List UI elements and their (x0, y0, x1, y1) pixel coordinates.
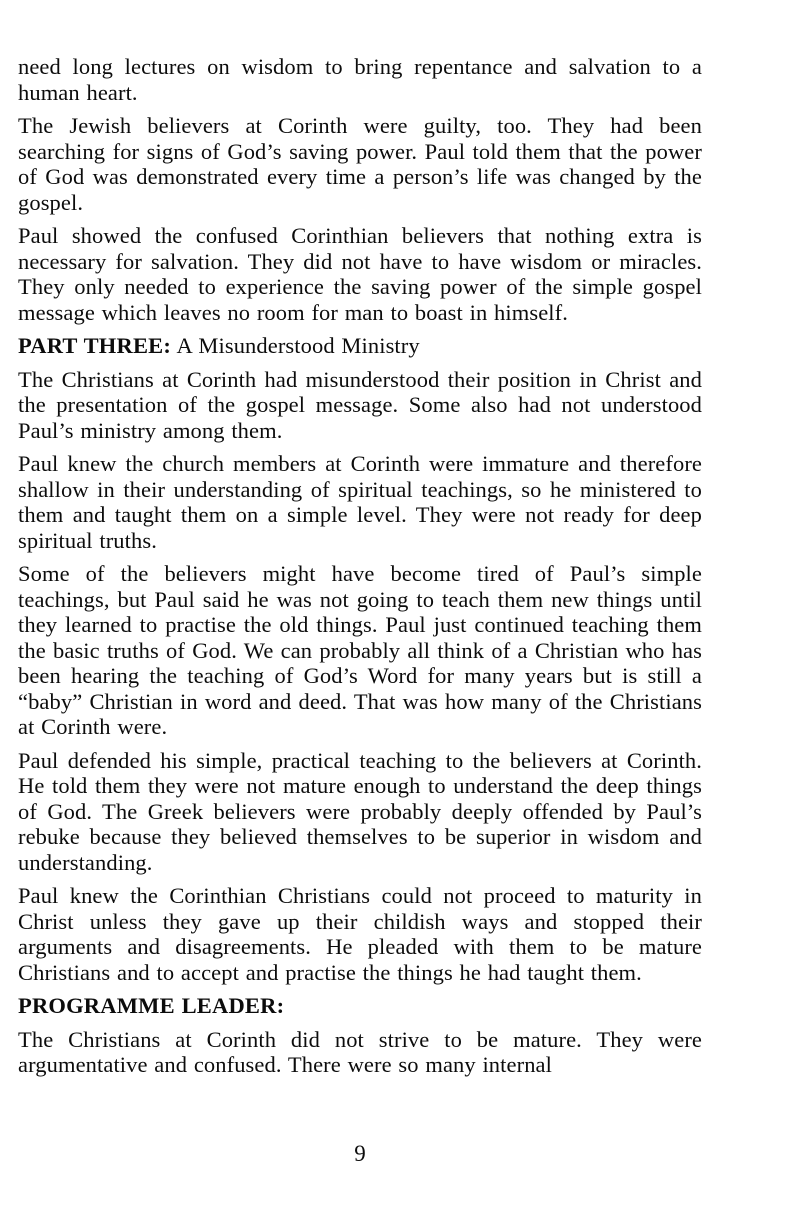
paragraph: The Christians at Corinth had misunderstood their position in Christ and the presentation of the gospel message. Some also had not understood Paul’s ministry among them. (18, 366, 702, 443)
heading-lead: PART THREE: (18, 333, 172, 358)
page-number: 9 (354, 1141, 366, 1166)
part-three-heading (18, 333, 702, 359)
paragraph: Paul knew the church members at Corinth were immature and therefore shallow in their understanding of spiritual teachings, so he ministered to them and taught them on a simple level. They were not ready for deep spiritual truths. (18, 451, 702, 553)
paragraph: need long lectures on wisdom to bring repentance and salvation to a human heart. (18, 54, 702, 105)
heading-lead: PROGRAMME LEADER: (18, 993, 285, 1018)
paragraph: Paul defended his simple, practical teaching to the believers at Corinth. He told them they were not mature enough to understand the deep things of God. The Greek believers were probably deeply offended by Paul’s rebuke because they believed themselves to be superior in wisdom and understanding. (18, 747, 702, 875)
programme-leader-heading (18, 993, 702, 1019)
paragraph: Some of the believers might have become tired of Paul’s simple teachings, but Paul said he was not going to teach them new things until they learned to practise the old things. Paul just continued teaching them the basic truths of God. We can probably all think of a Christian who has been hearing the teaching of God’s Word for many years but is still a “baby” Christian in word and deed. That was how many of the Christians at Corinth were. (18, 561, 702, 739)
paragraph: The Jewish believers at Corinth were guilty, too. They had been searching for signs of God’s saving power. Paul told them that the power of God was demonstrated every time a person’s life was changed by the gospel. (18, 113, 702, 215)
paragraph: The Christians at Corinth did not strive to be mature. They were argumentative and confused. There were so many internal (18, 1026, 702, 1077)
paragraph: Paul showed the confused Corinthian believers that nothing extra is necessary for salvation. They did not have to have wisdom or miracles. They only needed to experience the saving power of the simple gospel message which leaves no room for man to boast in himself. (18, 223, 702, 325)
heading-rest: A Misunderstood Ministry (171, 333, 420, 358)
paragraph: Paul knew the Corinthian Christians could not proceed to maturity in Christ unless they gave up their childish ways and stopped their arguments and disagreements. He pleaded with them to be mature Christians and to accept and practise the things he had taught them. (18, 883, 702, 985)
text-block (18, 54, 702, 1086)
